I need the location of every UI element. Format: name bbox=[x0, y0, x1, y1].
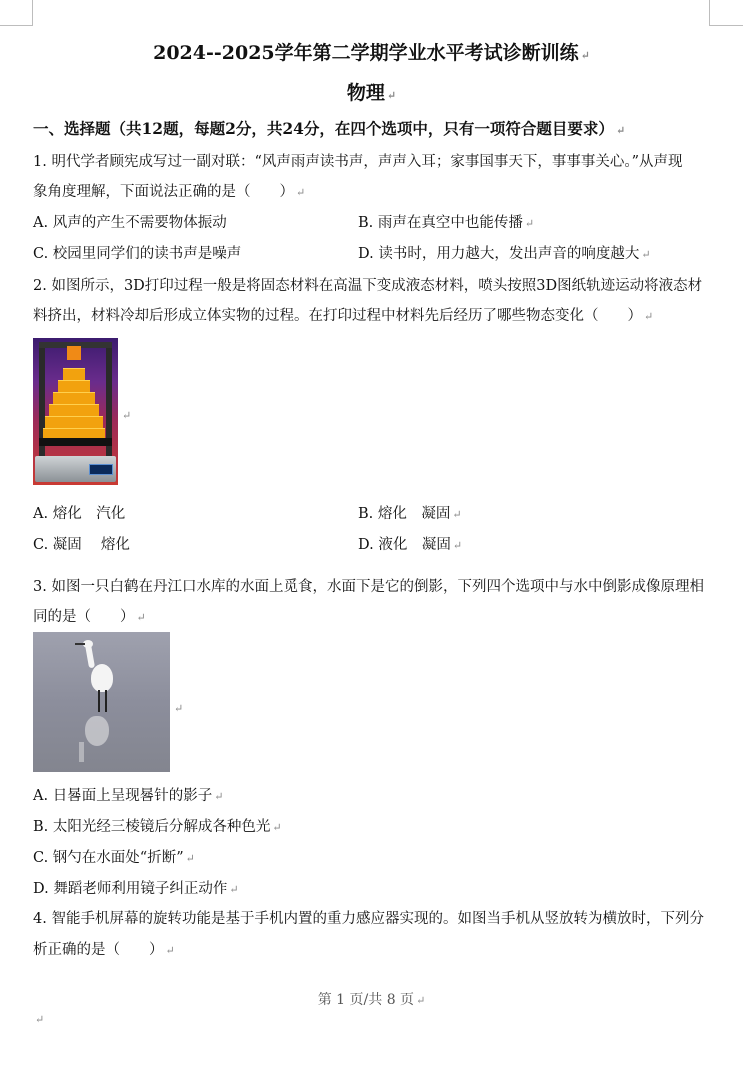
question-3-option-b: B. 太阳光经三棱镜后分解成各种色光 ↵ bbox=[33, 819, 282, 835]
crop-mark-top-right bbox=[709, 25, 743, 26]
question-2-option-d: D. 液化 凝固 ↵ bbox=[358, 537, 463, 553]
image-return-mark-2: ↵ bbox=[174, 702, 184, 715]
question-1-option-a: A. 风声的产生不需要物体振动 bbox=[33, 215, 227, 231]
question-3-option-c: C. 钢勺在水面处“折断” ↵ bbox=[33, 850, 195, 866]
image-return-mark: ↵ bbox=[122, 409, 132, 422]
question-2-option-b: B. 熔化 凝固 ↵ bbox=[358, 506, 462, 522]
question-1-line-2: 象角度理解，下面说法正确的是（ ） ↵ bbox=[33, 184, 306, 200]
3d-printer-image bbox=[33, 338, 118, 485]
crop-mark-top-left bbox=[0, 25, 33, 26]
question-1-option-b: B. 雨声在真空中也能传播 ↵ bbox=[358, 215, 535, 231]
question-2-option-c: C. 凝固 熔化 bbox=[33, 537, 130, 553]
question-2-line-1: 2. 如图所示，3D打印过程一般是将固态材料在高温下变成液态材料，喷头按照3D图纸轨迹运动将液态材 bbox=[33, 278, 703, 294]
question-1-option-c: C. 校园里同学们的读书声是噪声 bbox=[33, 246, 242, 262]
question-1-option-d: D. 读书时，用力越大，发出声音的响度越大 ↵ bbox=[358, 246, 651, 262]
page-footer: 第 1 页/共 8 页 ↵ bbox=[317, 992, 426, 1008]
question-3-option-a: A. 日晷面上呈现晷针的影子 ↵ bbox=[33, 788, 224, 804]
question-2-option-a: A. 熔化 汽化 bbox=[33, 506, 126, 522]
egret-image bbox=[33, 632, 170, 772]
document-title: 2024--2025学年第二学期学业水平考试诊断训练 ↵ bbox=[153, 42, 590, 64]
crop-mark-top-right-v bbox=[709, 0, 710, 25]
question-2-line-2: 料挤出，材料冷却后形成立体实物的过程。在打印过程中材料先后经历了哪些物态变化（ ） ↵ bbox=[33, 308, 654, 324]
question-3-line-2: 同的是（ ） ↵ bbox=[33, 609, 146, 625]
question-3-line-1: 3. 如图一只白鹤在丹江口水库的水面上觅食，水面下是它的倒影，下列四个选项中与水中倒影成像原理相 bbox=[33, 579, 704, 595]
section-heading: 一、选择题（共12题，每题2分，共24分，在四个选项中，只有一项符合题目要求） ↵ bbox=[33, 119, 626, 138]
question-3-option-d: D. 舞蹈老师利用镜子纠正动作 ↵ bbox=[33, 881, 239, 897]
subject-title: 物理 ↵ bbox=[346, 82, 397, 104]
question-4-line-2: 析正确的是（ ） ↵ bbox=[33, 942, 175, 958]
question-4-line-1: 4. 智能手机屏幕的旋转功能是基于手机内置的重力感应器实现的。如图当手机从竖放转为横放时，下列分 bbox=[33, 911, 704, 927]
crop-mark-top-left-v bbox=[32, 0, 33, 25]
question-1-line-1: 1. 明代学者顾宪成写过一副对联：“风声雨声读书声，声声入耳；家事国事天下，事事事关心。”从声现 bbox=[33, 154, 683, 170]
trailing-return-mark: ↵ bbox=[35, 1013, 45, 1026]
